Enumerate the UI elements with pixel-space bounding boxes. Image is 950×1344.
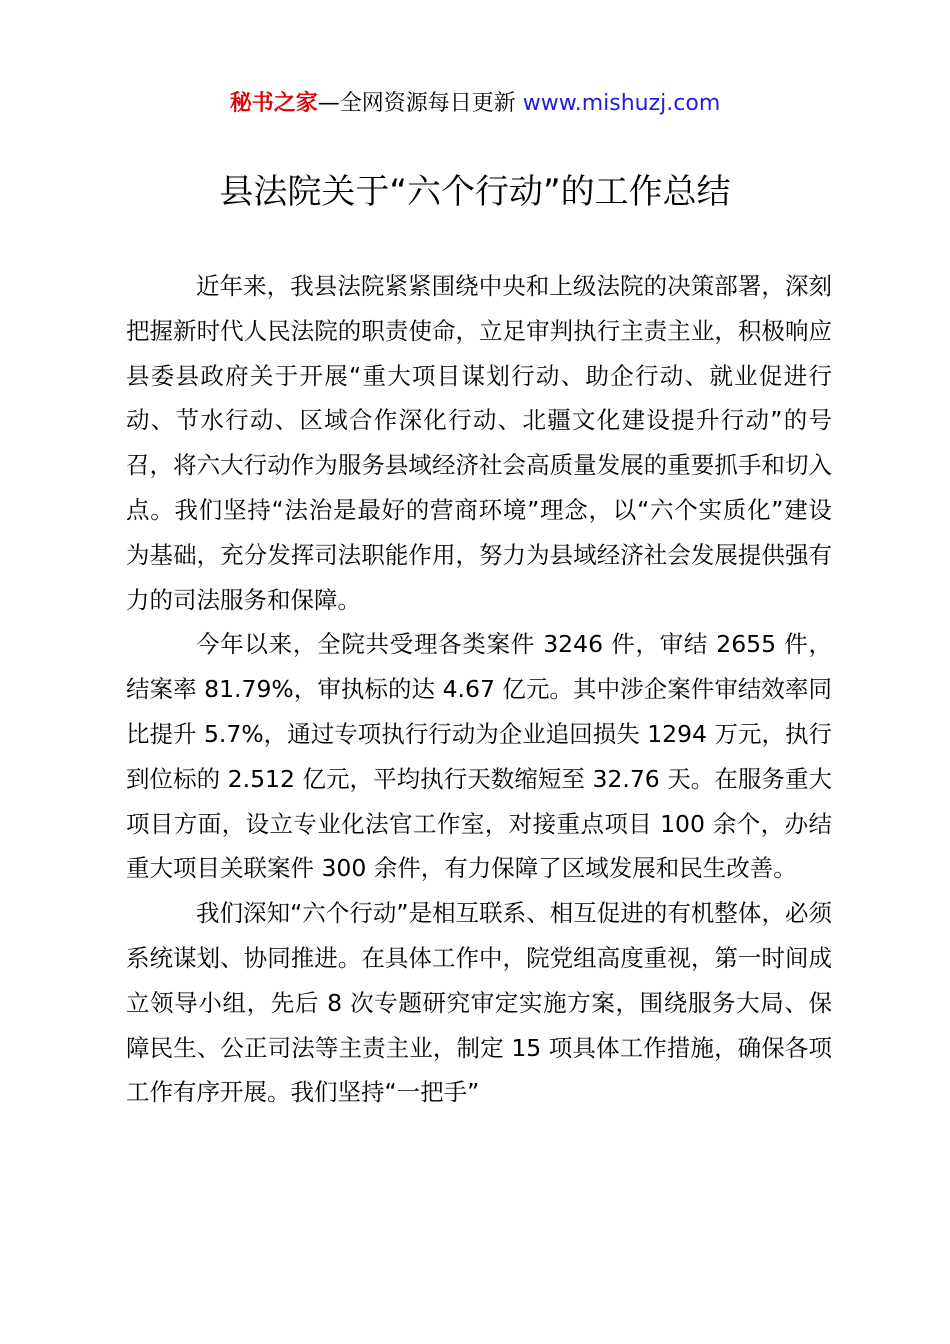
document-body <box>126 264 832 1115</box>
document-title: 县法院关于“六个行动”的工作总结 <box>219 172 731 212</box>
banner-tagline: —全网资源每日更新 <box>317 91 516 116</box>
site-url-link[interactable]: www.mishuzj.com <box>522 91 721 116</box>
paragraph-2: 今年以来，全院共受理各类案件 3246 件，审结 2655 件，结案率 81.79%，审执标的达 4.67 亿元。其中涉企案件审结效率同比提升 5.7%，通过专项执行行动为企业追回损失 1294 万元，执行到位标的 2.512 亿元，平均执行天数缩短至 32.76 天。在服务重大项目方面，设立专业化法官工作室，对接重点项目 100 余个，办结重大项目关联案件 300 余件，有力保障了区域发展和民生改善。 <box>126 630 832 883</box>
paragraph-3: 我们深知“六个行动”是相互联系、相互促进的有机整体，必须系统谋划、协同推进。在具体工作中，院党组高度重视，第一时间成立领导小组，先后 8 次专题研究审定实施方案，围绕服务大局、保障民生、公正司法等主责主业，制定 15 项具体工作措施，确保各项工作有序开展。我们坚持“一把手” <box>126 899 832 1107</box>
paragraph-1: 近年来，我县法院紧紧围绕中央和上级法院的决策部署，深刻把握新时代人民法院的职责使命，立足审判执行主责主业，积极响应县委县政府关于开展“重大项目谋划行动、助企行动、就业促进行动、节水行动、区域合作深化行动、北疆文化建设提升行动”的号召，将六大行动作为服务县域经济社会高质量发展的重要抓手和切入点。我们坚持“法治是最好的营商环境”理念，以“六个实质化”建设为基础，充分发挥司法职能作用，努力为县域经济社会发展提供强有力的司法服务和保障。 <box>126 272 832 614</box>
brand-name: 秘书之家 <box>229 91 318 116</box>
site-banner <box>0 88 950 120</box>
